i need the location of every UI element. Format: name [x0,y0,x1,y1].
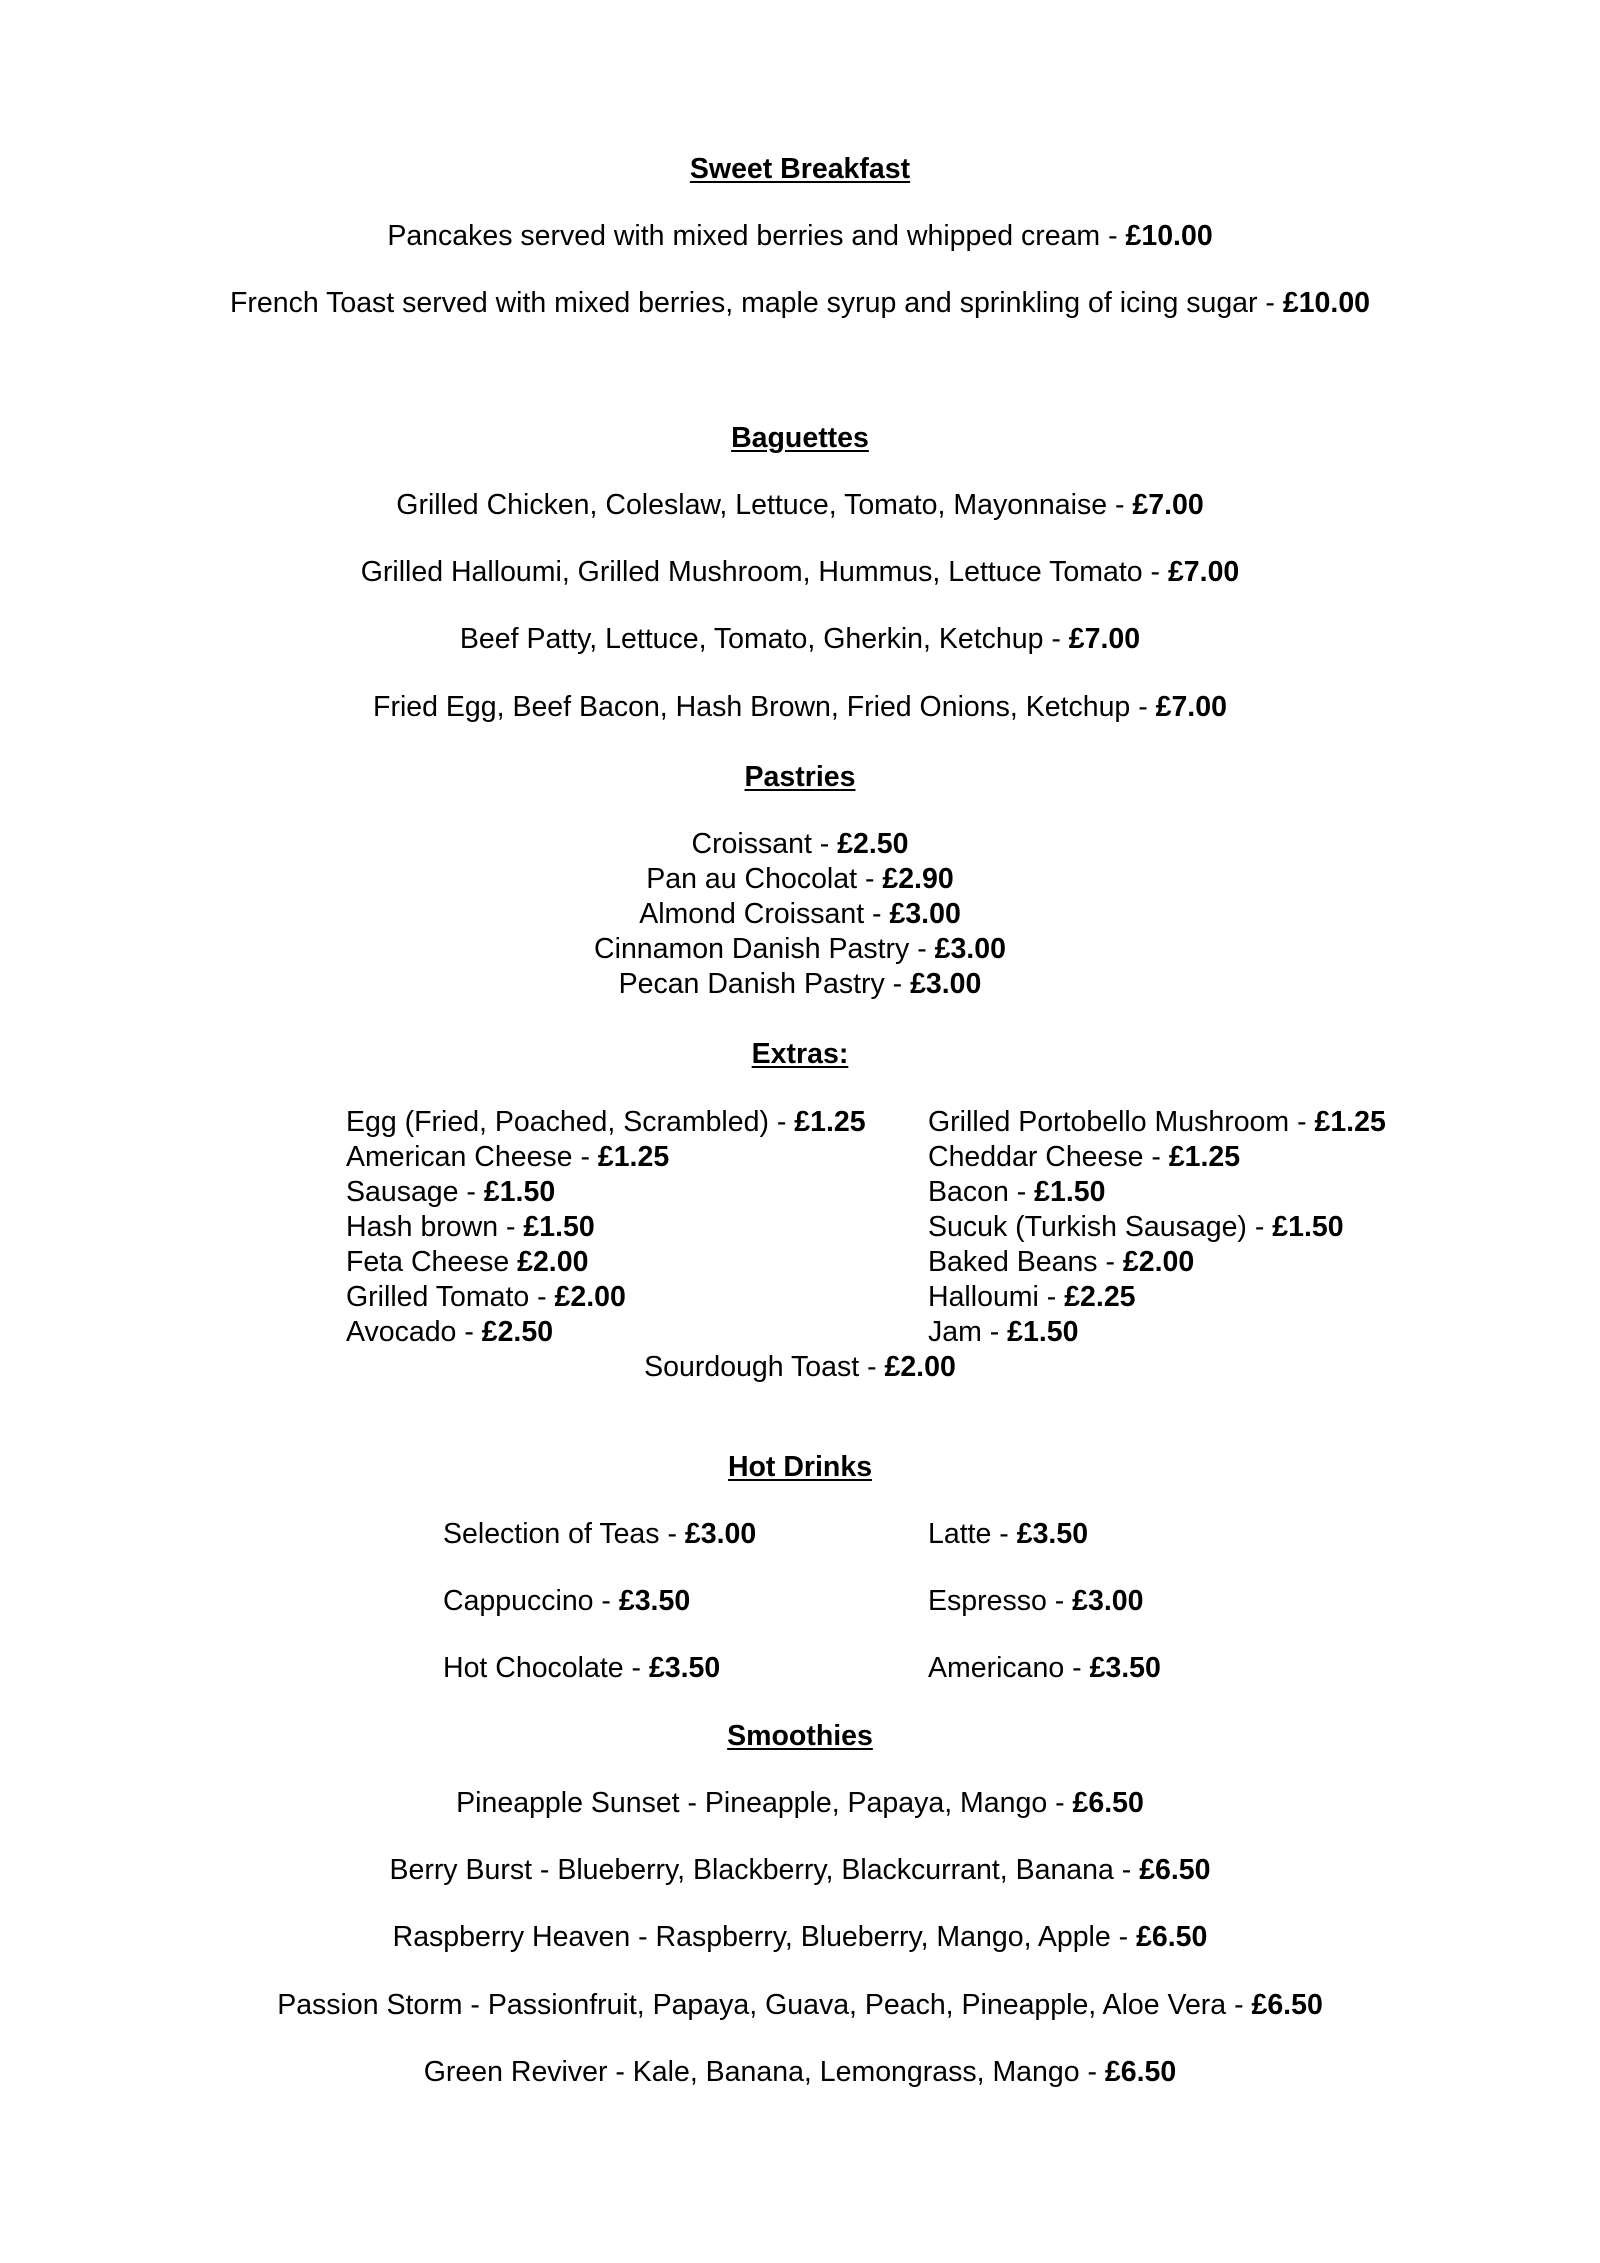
price: £2.00 [1122,1246,1195,1278]
price: £3.00 [910,968,982,1000]
price: £2.00 [517,1246,589,1278]
price: £7.00 [1167,556,1240,588]
price: £2.50 [837,828,909,860]
price: £10.00 [1125,220,1213,252]
menu-item: Green Reviver - Kale, Banana, Lemongrass, Mango - £6.50 [423,2056,1177,2088]
pastries-heading: Pastries [744,761,856,793]
extras-left-column [346,1105,866,1350]
menu-item: Raspberry Heaven - Raspberry, Blueberry, Mango, Apple - £6.50 [392,1921,1208,1953]
price: £1.25 [1168,1141,1241,1173]
sweet-breakfast-heading: Sweet Breakfast [689,153,911,185]
menu-item: Espresso - £3.00 [928,1585,1144,1617]
smoothies-heading: Smoothies [727,1720,873,1752]
menu-item: Grilled Portobello Mushroom - £1.25 [928,1106,1386,1138]
menu-item: Fried Egg, Beef Bacon, Hash Brown, Fried Onions, Ketchup - £7.00 [373,691,1227,723]
menu-item: Selection of Teas - £3.00 [443,1518,757,1550]
menu-item: Pecan Danish Pastry - £3.00 [618,968,982,1000]
price: £3.50 [1089,1652,1161,1684]
price: £6.50 [1251,1989,1323,2021]
menu-item: Sucuk (Turkish Sausage) - £1.50 [928,1211,1344,1243]
menu-item: Grilled Chicken, Coleslaw, Lettuce, Tomato, Mayonnaise - £7.00 [396,489,1204,521]
menu-item: Americano - £3.50 [928,1652,1161,1684]
price: £3.00 [1072,1585,1144,1617]
price: £3.50 [1016,1518,1089,1550]
menu-item: French Toast served with mixed berries, maple syrup and sprinkling of icing sugar - £10.00 [229,287,1371,319]
price: £1.50 [1007,1316,1079,1348]
menu-item: Pan au Chocolat - £2.90 [646,863,954,895]
menu-item: Grilled Tomato - £2.00 [346,1281,626,1313]
price: £1.25 [597,1141,670,1173]
menu-item: Grilled Halloumi, Grilled Mushroom, Hummus, Lettuce Tomato - £7.00 [360,556,1240,588]
menu-item: Cheddar Cheese - £1.25 [928,1141,1241,1173]
price: £2.50 [481,1316,554,1348]
price: £7.00 [1132,489,1204,521]
menu-item: Jam - £1.50 [928,1316,1079,1348]
price: £1.25 [794,1106,866,1138]
price: £1.50 [483,1176,556,1208]
price: £2.00 [884,1351,956,1383]
menu-item: Latte - £3.50 [928,1518,1089,1550]
price: £2.00 [554,1281,626,1313]
menu-item: Bacon - £1.50 [928,1176,1106,1208]
baguettes-heading: Baguettes [731,422,869,454]
menu-item: Berry Burst - Blueberry, Blackberry, Blackcurrant, Banana - £6.50 [389,1854,1211,1886]
menu-item: Hot Chocolate - £3.50 [443,1652,721,1684]
price: £1.50 [1272,1211,1344,1243]
price: £6.50 [1139,1854,1211,1886]
menu-item: Halloumi - £2.25 [928,1281,1136,1313]
extras-right-column [928,1105,1386,1350]
menu-item: Beef Patty, Lettuce, Tomato, Gherkin, Ketchup - £7.00 [459,623,1141,655]
menu-item: Sourdough Toast - £2.00 [644,1351,956,1383]
menu-item: Hash brown - £1.50 [346,1211,595,1243]
price: £2.90 [882,863,954,895]
hot-drinks-right-column [928,1517,1161,1686]
menu-item: Cappuccino - £3.50 [443,1585,691,1617]
menu-item: Baked Beans - £2.00 [928,1246,1195,1278]
price: £3.00 [684,1518,757,1550]
menu-item: Pineapple Sunset - Pineapple, Papaya, Mango - £6.50 [456,1787,1144,1819]
price: £3.50 [648,1652,721,1684]
menu-item: Sausage - £1.50 [346,1176,556,1208]
extras-heading: Extras: [751,1038,849,1070]
price: £2.25 [1064,1281,1136,1313]
hot-drinks-heading: Hot Drinks [727,1451,873,1483]
price: £1.50 [1034,1176,1106,1208]
price: £6.50 [1104,2056,1177,2088]
price: £3.00 [889,898,961,930]
menu-item: Pancakes served with mixed berries and whipped cream - £10.00 [387,220,1213,252]
price: £6.50 [1136,1921,1208,1953]
price: £3.00 [934,933,1006,965]
price: £3.50 [618,1585,691,1617]
menu-item: American Cheese - £1.25 [346,1141,670,1173]
hot-drinks-left-column [443,1517,756,1686]
menu-item: Feta Cheese £2.00 [346,1246,589,1278]
price: £10.00 [1282,287,1371,319]
menu-item: Croissant - £2.50 [691,828,909,860]
menu-item: Cinnamon Danish Pastry - £3.00 [594,933,1006,965]
menu-item: Egg (Fried, Poached, Scrambled) - £1.25 [346,1106,866,1138]
price: £1.50 [523,1211,595,1243]
menu-item: Passion Storm - Passionfruit, Papaya, Guava, Peach, Pineapple, Aloe Vera - £6.50 [277,1989,1323,2021]
price: £1.25 [1314,1106,1386,1138]
price: £6.50 [1072,1787,1144,1819]
menu-item: Almond Croissant - £3.00 [639,898,961,930]
menu-item: Avocado - £2.50 [346,1316,554,1348]
price: £7.00 [1155,691,1227,723]
price: £7.00 [1068,623,1141,655]
